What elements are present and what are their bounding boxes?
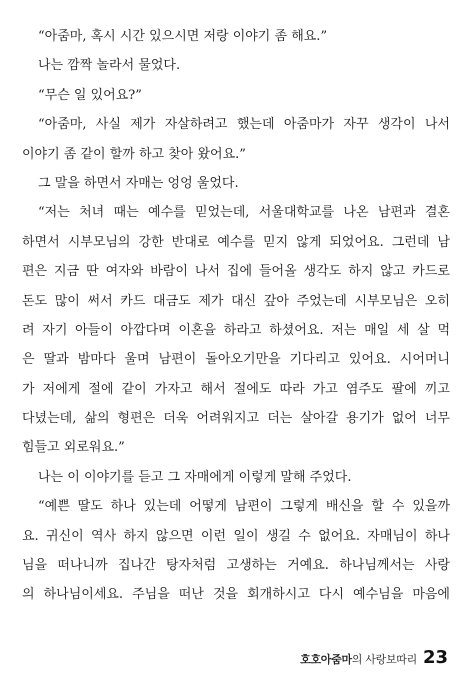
- page-number: 23: [422, 647, 448, 668]
- text-line: “아줌마, 사실 제가 자살하려고 했는데 아줌마가 자꾸 생각이 나서: [38, 117, 450, 133]
- text-line: 님을 떠나니까 집나간 탕자처럼 고생하는 거예요. 하나님께서는 사랑: [22, 558, 450, 574]
- text-line: 나는 깜짝 놀라서 물었다.: [38, 58, 181, 74]
- text-line: 가 저에게 절에 같이 가자고 해서 절에도 따라 가고 염주도 팔에 끼고: [22, 381, 450, 397]
- text-line: 의 하나님이세요. 주님을 떠난 것을 회개하시고 다시 예수님을 마음에: [22, 587, 450, 603]
- book-title-brand: 호호아줌마: [300, 653, 352, 666]
- text-line: 힘들고 외로워요.”: [22, 440, 125, 456]
- text-line: 편은 지금 딴 여자와 바람이 나서 집에 들어올 생각도 하지 않고 카드로: [22, 264, 450, 280]
- text-line: “아줌마, 혹시 시간 있으시면 저랑 이야기 좀 해요.”: [38, 29, 328, 44]
- text-line: 다녔는데, 삶의 형편은 더욱 어려워지고 더는 살아갈 용기가 없어 너무: [22, 411, 450, 427]
- page-body: [22, 22, 450, 610]
- text-line: 그 말을 하면서 자매는 엉엉 울었다.: [38, 175, 239, 191]
- text-line: 하면서 시부모님의 강한 반대로 예수를 믿지 않게 되었어요. 그런데 남: [22, 234, 450, 250]
- book-title: [300, 651, 417, 667]
- text-line: 은 딸과 밤마다 울며 남편이 돌아오기만을 기다리고 있어요. 시어머니: [22, 352, 450, 368]
- text-line: “예쁜 딸도 하나 있는데 어떻게 남편이 그렇게 배신을 할 수 있을까: [38, 499, 450, 515]
- text-line: 려 자기 아들이 아깝다며 이혼을 하라고 하셨어요. 저는 매일 세 살 먹: [22, 322, 450, 338]
- text-line: 이야기 좀 같이 할까 하고 찾아 왔어요.”: [22, 146, 246, 162]
- running-footer: [300, 647, 448, 668]
- text-line: “무슨 일 있어요?”: [38, 87, 142, 103]
- text-line: “저는 처녀 때는 예수를 믿었는데, 서울대학교를 나온 남편과 결혼: [38, 205, 450, 221]
- text-line: 돈도 많이 써서 카드 대금도 제가 대신 갚아 주었는데 시부모님은 오히: [22, 293, 450, 309]
- text-line: 나는 이 이야기를 듣고 그 자매에게 이렇게 말해 주었다.: [38, 469, 352, 485]
- text-line: 요. 귀신이 역사 하지 않으면 이런 일이 생길 수 없어요. 자매님이 하나: [22, 528, 450, 544]
- book-title-suffix: 의 사랑보따리: [351, 653, 417, 666]
